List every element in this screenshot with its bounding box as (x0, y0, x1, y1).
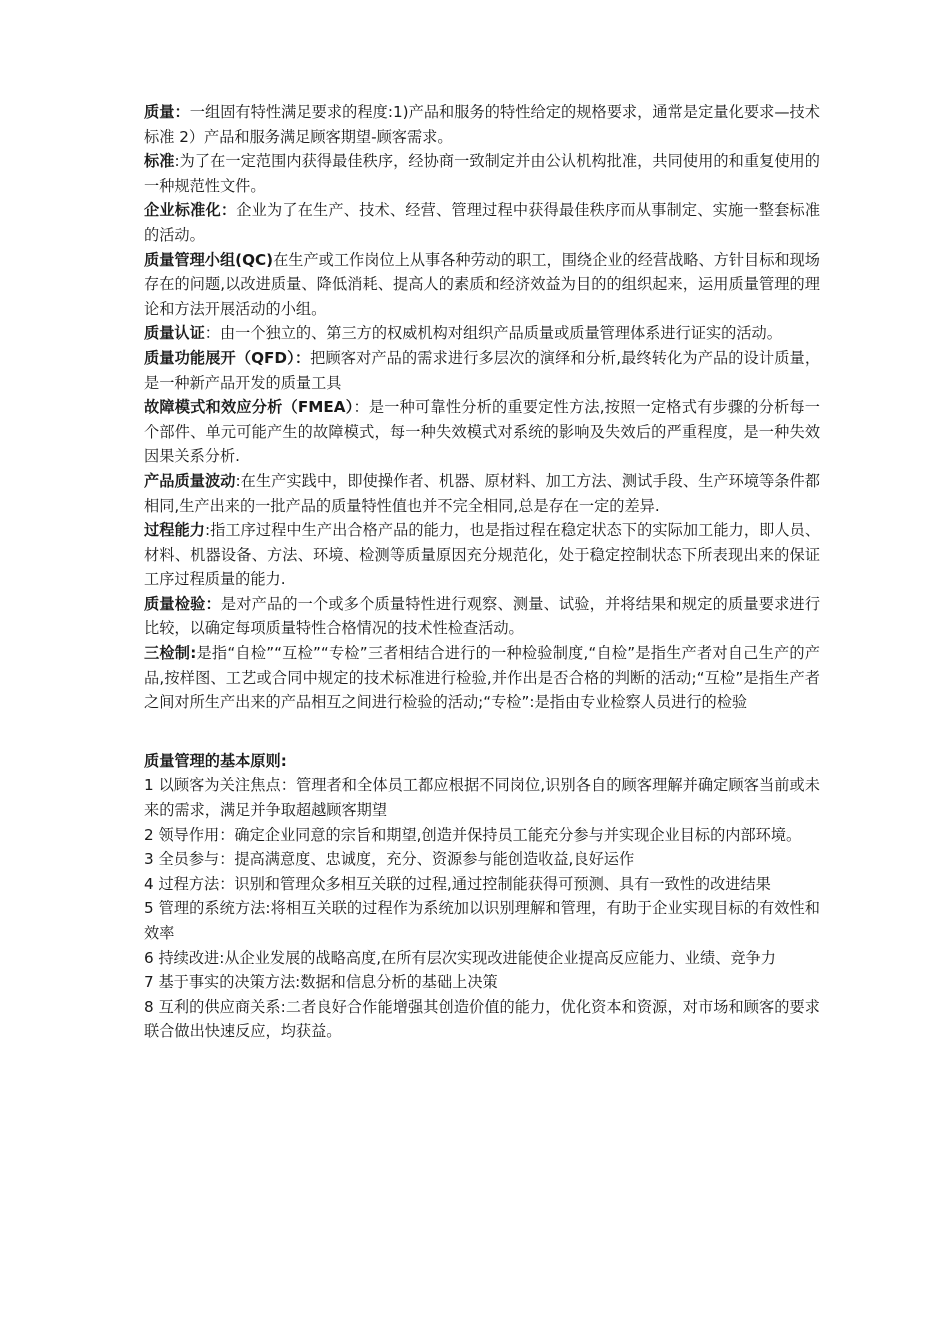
definition-text: 在生产或工作岗位上从事各种劳动的职工，围绕企业的经营战略、方针目标和现场存在的问题,以改进质量、降低消耗、提高人的素质和经济效益为目的的组织起来，运用质量管理的理论和方法开展活动的小组。 (144, 250, 820, 318)
term-label: 标准 (144, 152, 175, 171)
definition-text: :在生产实践中，即使操作者、机器、原材料、加工方法、测试手段、生产环境等条件都相同,生产出来的一批产品的质量特性值也并不完全相同,总是存在一定的差异. (144, 471, 820, 515)
principles-heading: 质量管理的基本原则: (144, 751, 287, 770)
definition-standard (144, 149, 820, 198)
term-label: 质量检验： (144, 594, 221, 613)
definition-text: 把顾客对产品的需求进行多层次的演绎和分析,最终转化为产品的设计质量，是一种新产品开发的质量工具 (144, 348, 821, 392)
definition-text: :指工序过程中生产出合格产品的能力，也是指过程在稳定状态下的实际加工能力，即人员、材料、机器设备、方法、环境、检测等质量原因充分规范化，处于稳定控制状态下所表现出来的保证工序过程质量的能力. (144, 521, 821, 589)
term-label: 质量管理小组(QC) (144, 250, 274, 269)
definition-text: :为了在一定范围内获得最佳秩序，经协商一致制定并由公认机构批准，共同使用的和重复使用的一种规范性文件。 (144, 152, 820, 195)
term-label: 过程能力 (144, 521, 205, 540)
definition-quality (144, 100, 820, 149)
term-label: 三检制: (144, 644, 197, 663)
definition-text: 一组固有特性满足要求的程度:1)产品和服务的特性给定的规格要求，通常是定量化要求—技术标准 2）产品和服务满足顾客期望-顾客需求。 (144, 103, 820, 146)
principle-item: 1 以顾客为关注焦点：管理者和全体员工都应根据不同岗位,识别各自的顾客理解并确定顾客当前或未来的需求，满足并争取超越顾客期望 (144, 776, 820, 820)
definition-quality-certification (144, 321, 820, 346)
principle-item: 8 互利的供应商关系:二者良好合作能增强其创造价值的能力，优化资本和资源，对市场和顾客的要求联合做出快速反应，均获益。 (144, 997, 820, 1041)
definition-enterprise-standardization (144, 198, 820, 247)
definition-text: 企业为了在生产、技术、经营、管理过程中获得最佳秩序而从事制定、实施一整套标准的活动。 (144, 201, 821, 244)
definition-fmea (144, 395, 820, 469)
definition-qc-circle (144, 248, 820, 322)
definition-process-capability (144, 518, 820, 592)
definition-three-inspection (144, 641, 820, 715)
term-label: 企业标准化： (144, 201, 237, 220)
principle-item: 6 持续改进:从企业发展的战略高度,在所有层次实现改进能使企业提高反应能力、业绩、竞争力 (144, 948, 776, 967)
definition-quality-variation (144, 469, 820, 518)
document-page (144, 100, 820, 1044)
definition-text: ：是一种可靠性分析的重要定性方法,按照一定格式有步骤的分析每一个部件、单元可能产生的故障模式，每一种失效模式对系统的影响及失效后的严重程度，是一种失效因果关系分析. (144, 398, 820, 466)
term-label: 质量： (144, 103, 190, 121)
definition-text: 是指“自检”“互检”“专检”三者相结合进行的一种检验制度,“自检”是指生产者对自己生产的产品,按样图、工艺或合同中规定的技术标准进行检验,并作出是否合格的判断的活动;“互检”是指生产者之间对所生产出来的产品相互之间进行检验的活动;“专检”:是指由专业检察人员进行的检验 (144, 644, 820, 712)
definition-text: ：由一个独立的、第三方的权威机构对组织产品质量或质量管理体系进行证实的活动。 (204, 324, 782, 343)
principle-item: 3 全员参与：提高满意度、忠诚度，充分、资源参与能创造收益,良好运作 (144, 850, 635, 869)
definition-text: 是对产品的一个或多个质量特性进行观察、测量、试验，并将结果和规定的质量要求进行比较，以确定每项质量特性合格情况的技术性检查活动。 (144, 594, 821, 638)
term-label: 故障模式和效应分析（FMEA） (144, 398, 354, 417)
section-spacer (144, 715, 820, 749)
term-label: 产品质量波动 (144, 471, 236, 490)
definition-quality-inspection (144, 592, 820, 641)
principle-item: 4 过程方法：识别和管理众多相互关联的过程,通过控制能获得可预测、具有一致性的改进结果 (144, 874, 771, 893)
principle-item: 2 领导作用：确定企业同意的宗旨和期望,创造并保持员工能充分参与并实现企业目标的内部环境。 (144, 825, 802, 844)
principle-item: 7 基于事实的决策方法:数据和信息分析的基础上决策 (144, 973, 498, 992)
term-label: 质量认证 (144, 324, 205, 343)
principle-item: 5 管理的系统方法:将相互关联的过程作为系统加以识别理解和管理，有助于企业实现目标的有效性和效率 (144, 899, 820, 942)
definition-qfd (144, 346, 820, 395)
term-label: 质量功能展开（QFD）： (144, 348, 311, 367)
